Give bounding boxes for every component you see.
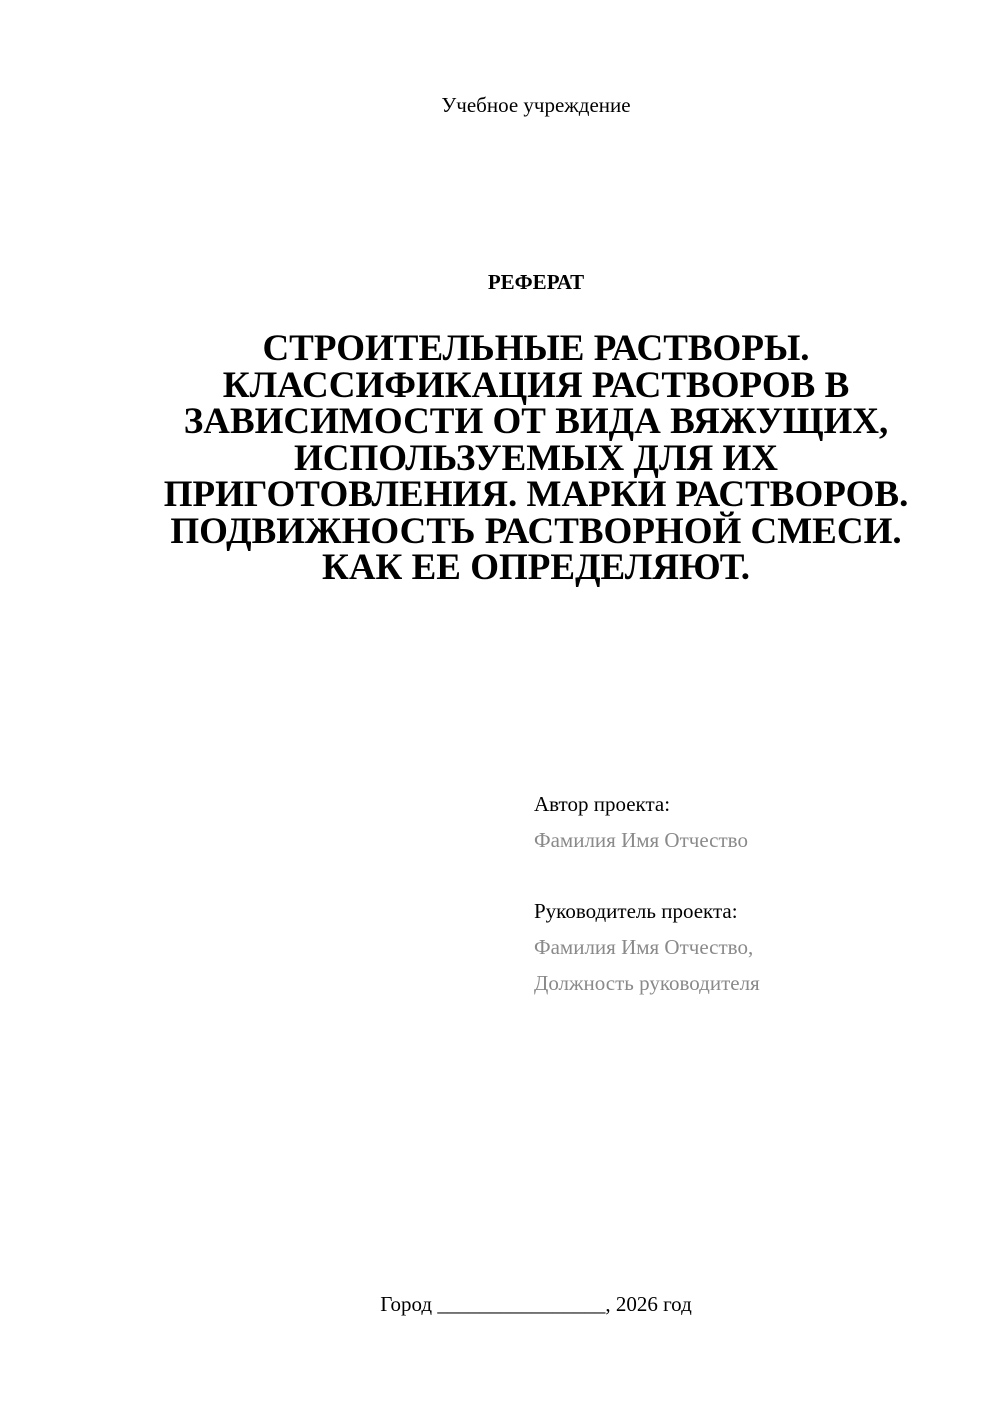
author-label: Автор проекта:	[534, 792, 671, 816]
institution-name: Учебное учреждение	[441, 93, 631, 117]
author-block	[534, 786, 748, 858]
document-topic: СТРОИТЕЛЬНЫЕ РАСТВОРЫ. КЛАССИФИКАЦИЯ РАСТВОРОВ В ЗАВИСИМОСТИ ОТ ВИДА ВЯЖУЩИХ, ИСПОЛЬЗУЕМЫХ ДЛЯ ИХ ПРИГОТОВЛЕНИЯ. МАРКИ РАСТВОРОВ. ПОДВИЖНОСТЬ РАСТВОРНОЙ СМЕСИ. КАК ЕЕ ОПРЕДЕЛЯЮТ.	[163, 328, 909, 588]
supervisor-block	[534, 893, 760, 1001]
document-type: РЕФЕРАТ	[487, 270, 585, 294]
author-name: Фамилия Имя Отчество	[534, 828, 748, 852]
city-year-line: Город ________________, 2026 год	[380, 1292, 692, 1316]
supervisor-name: Фамилия Имя Отчество,	[534, 935, 754, 959]
supervisor-label: Руководитель проекта:	[534, 899, 738, 923]
supervisor-position: Должность руководителя	[534, 971, 760, 995]
